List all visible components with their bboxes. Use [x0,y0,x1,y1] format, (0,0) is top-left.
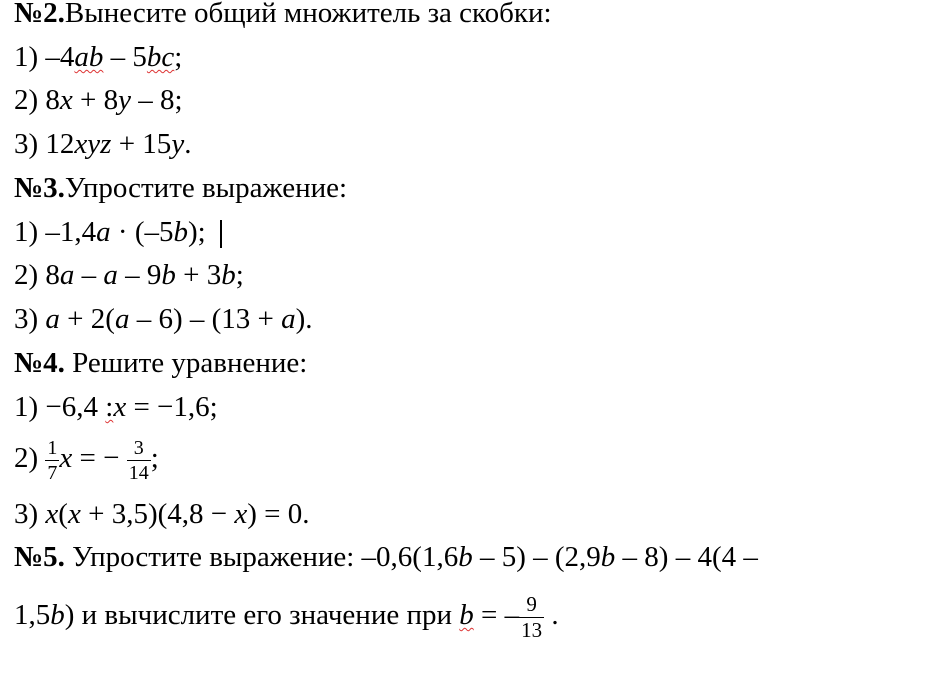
task4-item3: 3) x(x + 3,5)(4,8 − x) = 0. [14,498,310,530]
fraction-one-seventh: $\frac{1}{7}$ [47,436,58,484]
task5-title: Упростите выражение: [64,541,355,573]
task2-heading [14,0,552,30]
task4-item1: 1) −6,4 :x = −1,6; [14,391,218,423]
task3-heading [14,171,347,205]
task2-number: №2. [14,0,65,29]
task2-item3: 3) 12xyz + 15y. [14,128,192,160]
task4-heading [14,346,307,380]
task5-line1: №5. Упростите выражение: –0,6(1,6b – 5) – (2,9b – 8) – 4(4 – [14,541,758,573]
task3-item1: 1) –1,4a · (–5b); [14,215,222,249]
task3-item2: 2) 8a – a – 9b + 3b; [14,259,244,291]
task5-line2: 1,5b) и вычислите его значение при b = – $\frac{9}{13}$ . [14,591,559,642]
task4-title: Решите уравнение: [64,347,308,379]
task3-number: №3. [14,172,65,204]
task2-item2: 2) 8x + 8y – 8; [14,84,183,116]
task2-item1: 1) –4ab – 5bc; [14,41,183,73]
task4-number: №4. [14,347,65,379]
task4-item2: 2) $\frac{1}{7}$ x = − $\frac{3}{14}$ ; [14,436,159,484]
task2-title: Вынесите общий множитель за скобки: [64,0,552,29]
task3-item3: 3) a + 2(a – 6) – (13 + a). [14,303,313,335]
text-cursor [220,220,222,248]
fraction-three-fourteenths: $\frac{3}{14}$ [128,436,149,484]
task5-number: №5. [14,541,65,573]
task3-title: Упростите выражение: [64,172,348,204]
fraction-nine-thirteenths: $\frac{9}{13}$ [521,591,543,642]
